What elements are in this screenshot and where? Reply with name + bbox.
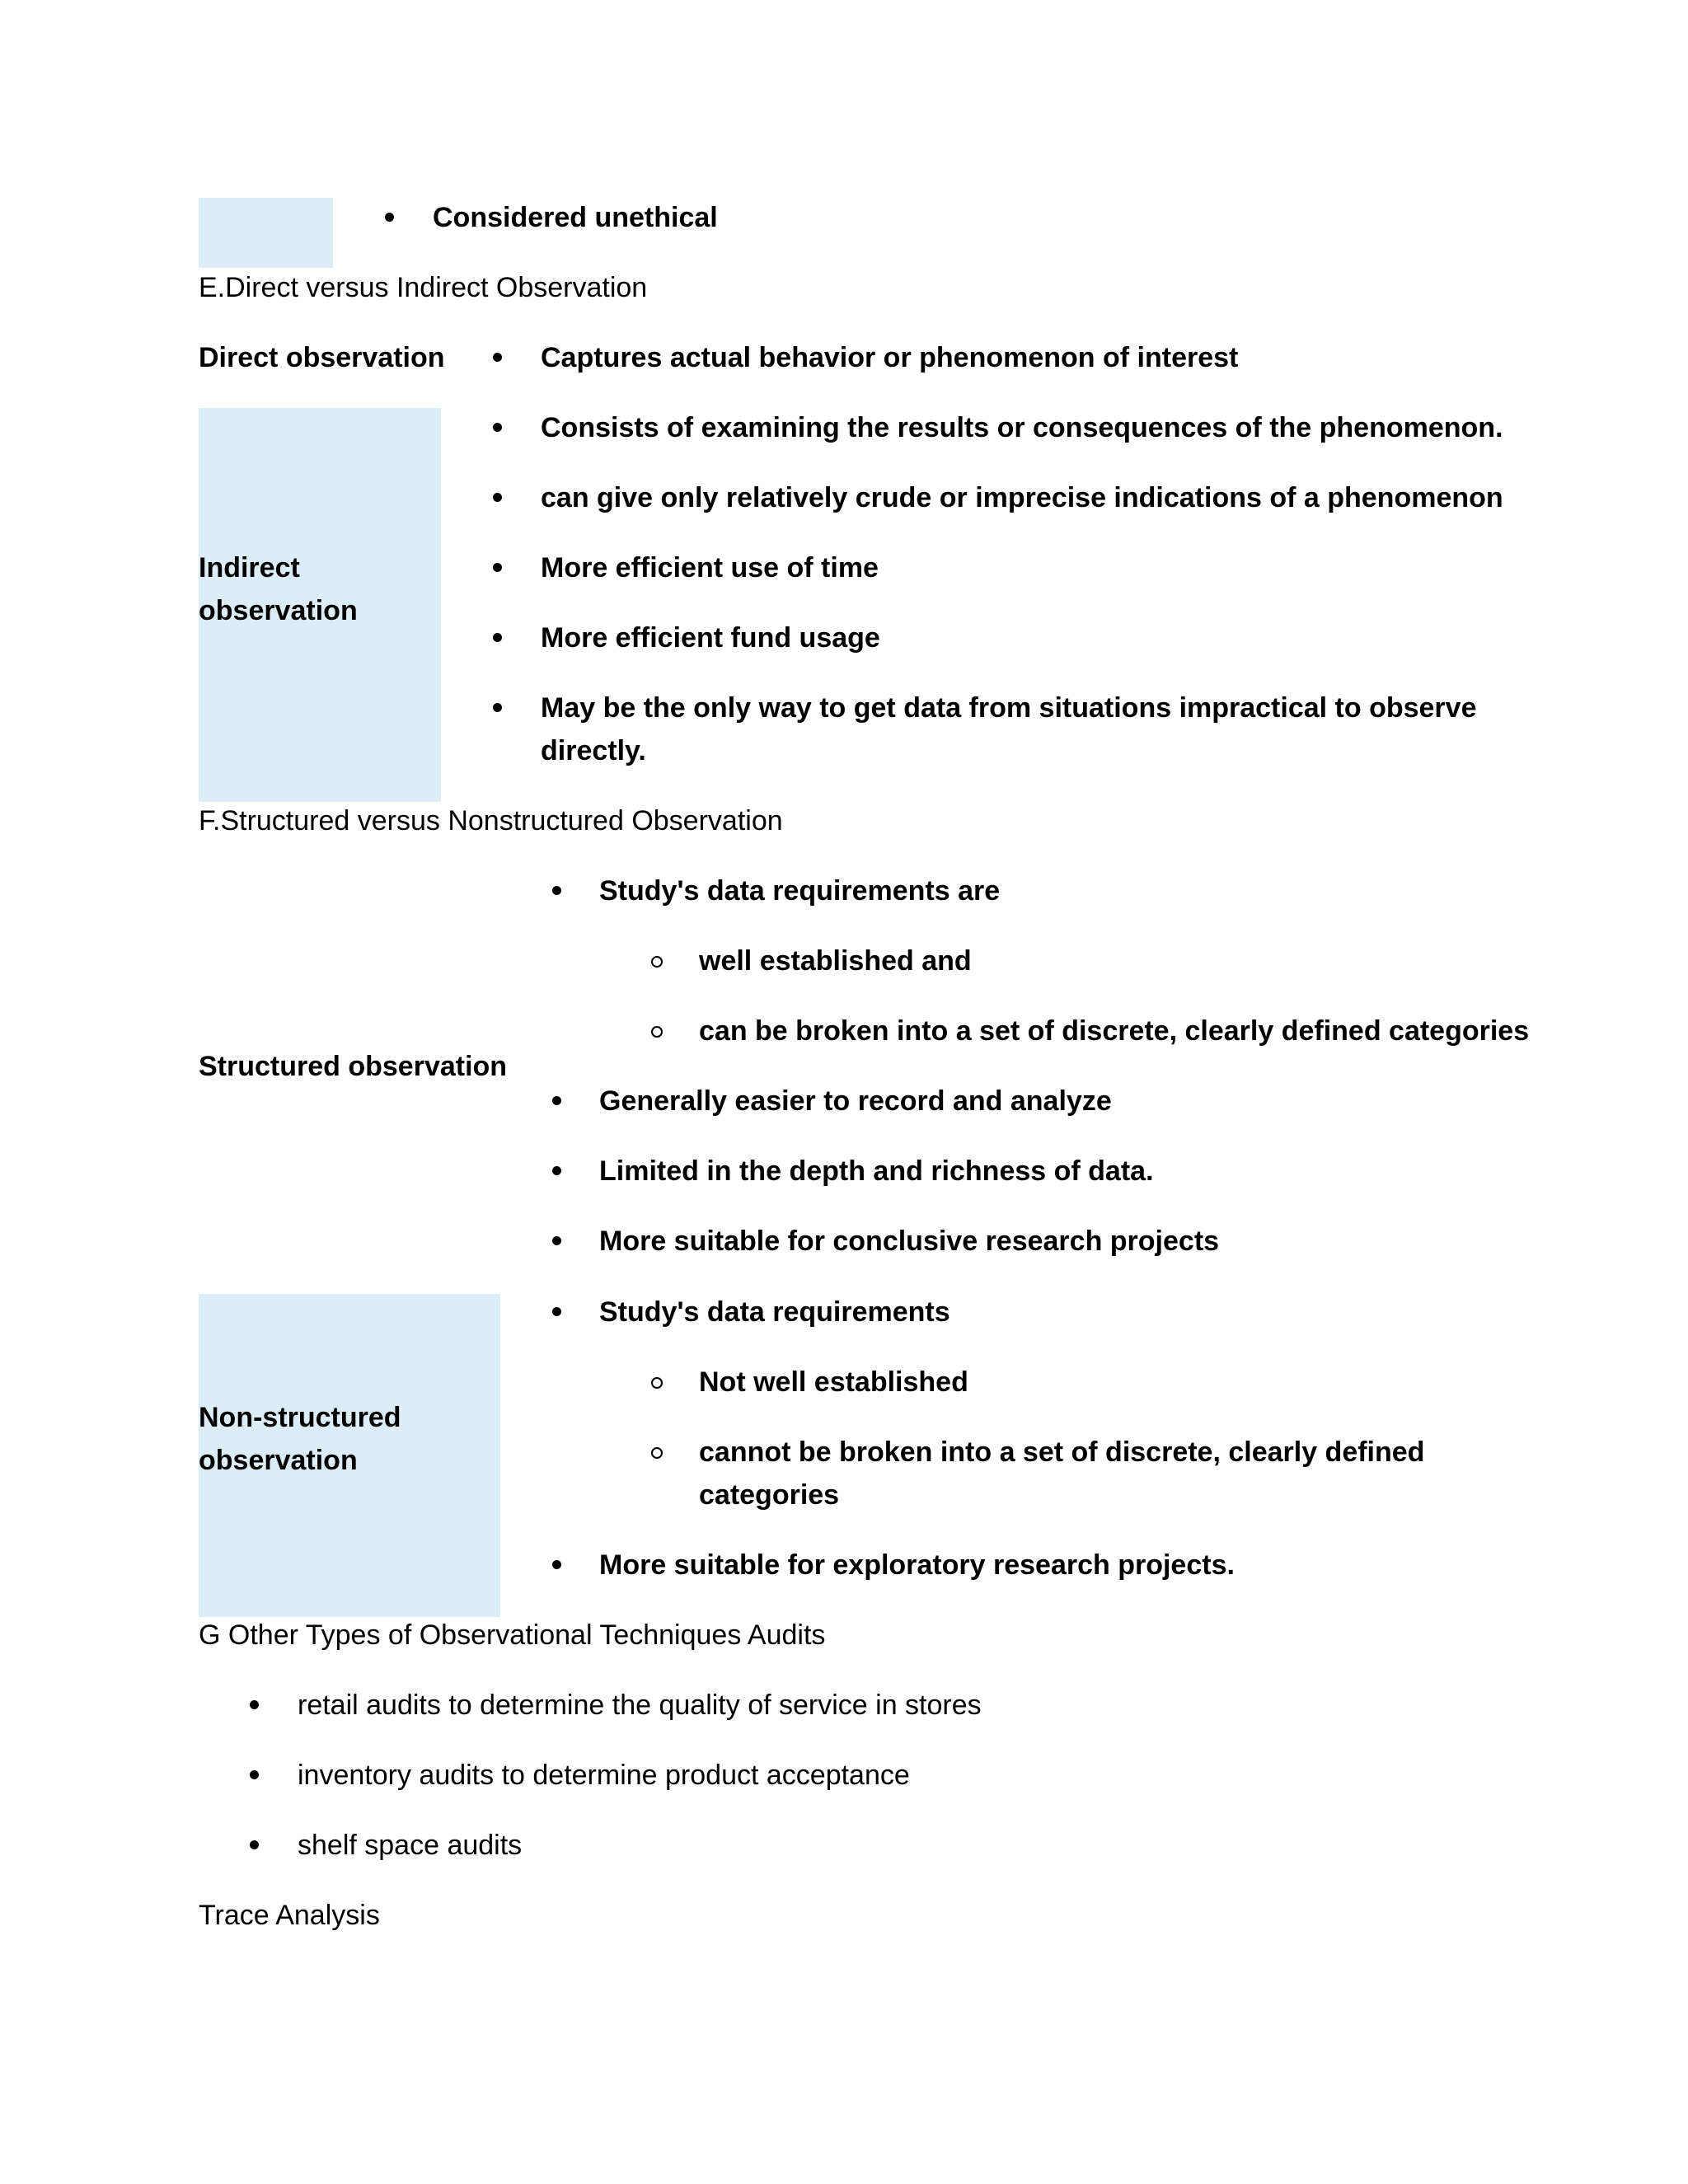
structured-item: Study's data requirements are [599, 875, 1001, 907]
nonstructured-observation-label-line2: observation [199, 1445, 358, 1476]
sub-bullet-icon [651, 1026, 663, 1038]
indirect-item: More efficient use of time [541, 552, 879, 583]
bullet-icon [250, 1700, 259, 1709]
bullet-icon [385, 213, 394, 222]
audit-item: shelf space audits [298, 1830, 523, 1861]
indirect-item: can give only relatively crude or imprecise indications of a phenomenon [541, 482, 1503, 513]
bullet-icon [552, 1096, 561, 1105]
structured-subitem: well established and [699, 945, 972, 977]
bullet-icon [250, 1840, 259, 1849]
structured-item: More suitable for conclusive research projects [599, 1226, 1220, 1257]
bullet-icon [493, 423, 502, 432]
bullet-icon [552, 886, 561, 895]
bullet-icon [493, 703, 502, 712]
bullet-icon [552, 1560, 561, 1569]
nonstructured-subitem: Not well established [699, 1366, 968, 1398]
audit-item: retail audits to determine the quality of service in stores [298, 1690, 982, 1721]
shaded-cell-top [199, 198, 333, 268]
direct-item: Captures actual behavior or phenomenon of interest [541, 342, 1239, 373]
bullet-icon [493, 493, 502, 502]
nonstructured-observation-label: Non-structured [199, 1402, 401, 1433]
indirect-observation-label-line2: observation [199, 595, 358, 626]
structured-observation-label: Structured observation [199, 1051, 508, 1082]
nonstructured-subitem-continued: categories [699, 1479, 840, 1511]
indirect-item: More efficient fund usage [541, 622, 880, 654]
direct-observation-label: Direct observation [199, 342, 445, 373]
trace-analysis-heading: Trace Analysis [199, 1900, 380, 1931]
sub-bullet-icon [651, 956, 663, 968]
section-f-heading: F.Structured versus Nonstructured Observation [199, 805, 783, 837]
nonstructured-item: More suitable for exploratory research projects. [599, 1549, 1235, 1581]
bullet-icon [493, 563, 502, 572]
bullet-icon [552, 1307, 561, 1316]
bullet-icon [552, 1236, 561, 1245]
structured-item: Generally easier to record and analyze [599, 1085, 1112, 1117]
bullet-icon [493, 633, 502, 642]
audit-item: inventory audits to determine product acceptance [298, 1760, 910, 1791]
section-e-heading: E.Direct versus Indirect Observation [199, 272, 648, 303]
section-g-heading: G Other Types of Observational Techniques Audits [199, 1619, 826, 1651]
sub-bullet-icon [651, 1447, 663, 1459]
indirect-observation-label: Indirect [199, 552, 300, 583]
considered-unethical-text: Considered unethical [433, 202, 718, 233]
nonstructured-item: Study's data requirements [599, 1296, 950, 1328]
indirect-item: May be the only way to get data from situations impractical to observe [541, 692, 1477, 724]
sub-bullet-icon [651, 1377, 663, 1389]
bullet-icon [493, 353, 502, 362]
bullet-icon [552, 1166, 561, 1175]
indirect-item-continued: directly. [541, 735, 646, 766]
indirect-item: Consists of examining the results or consequences of the phenomenon. [541, 412, 1503, 443]
structured-subitem: can be broken into a set of discrete, clearly defined categories [699, 1015, 1530, 1047]
bullet-icon [250, 1770, 259, 1779]
nonstructured-subitem: cannot be broken into a set of discrete, clearly defined [699, 1436, 1425, 1468]
structured-item: Limited in the depth and richness of data. [599, 1155, 1154, 1187]
